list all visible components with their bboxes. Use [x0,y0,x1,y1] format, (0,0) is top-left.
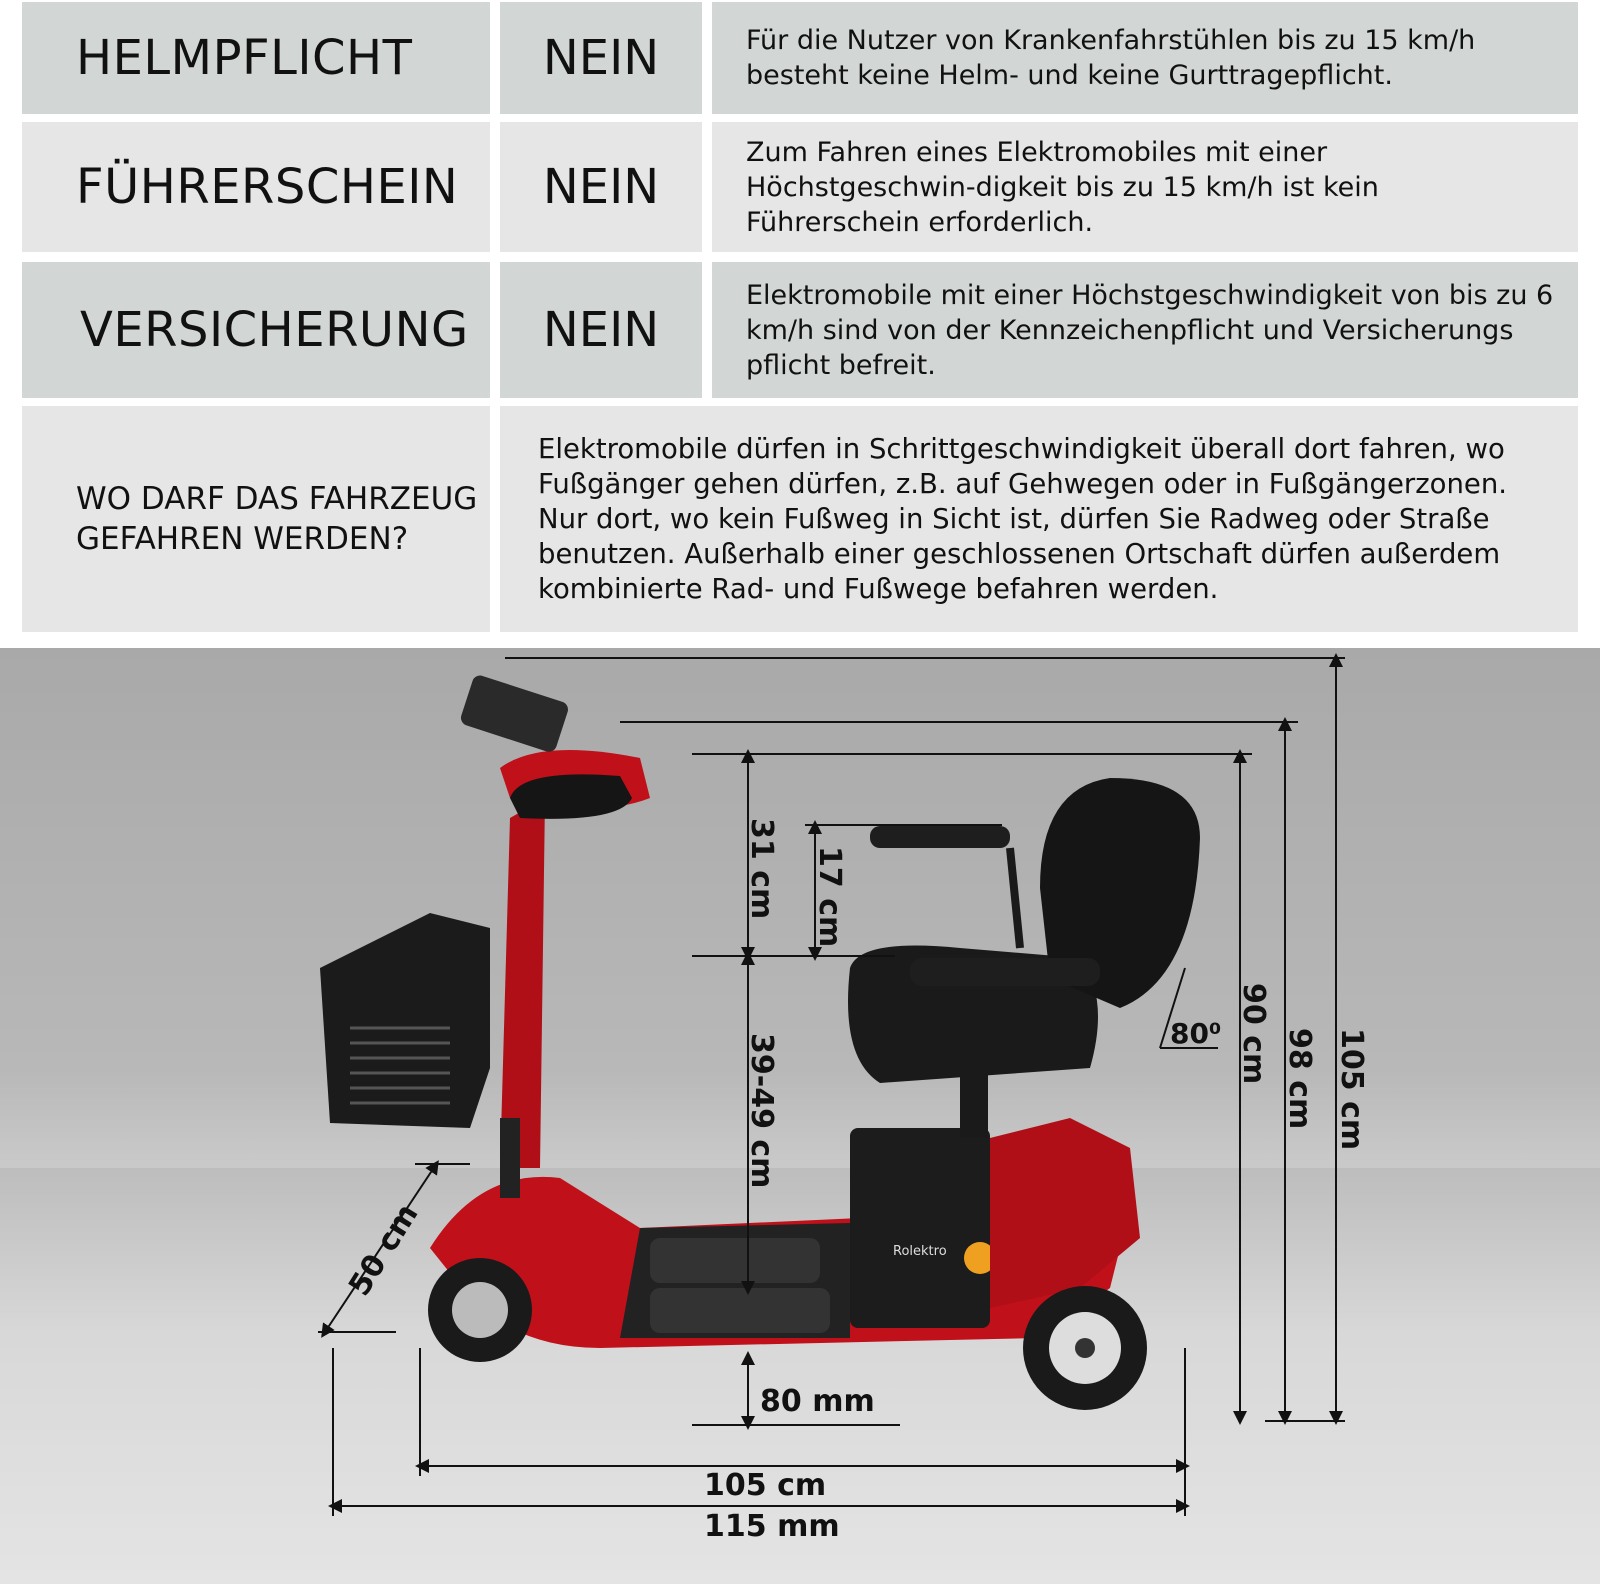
seat-height-label: 39-49 cm [744,1033,779,1189]
brand-label: Rolektro [893,1244,947,1259]
armrest-height-label: 17 cm [812,846,847,948]
wheelbase-length-label: 105 cm [704,1468,827,1503]
info-table [22,0,1578,632]
insurance-value: NEIN [500,262,702,398]
license-description: Zum Fahren eines Elektromobiles mit einer Höchstgeschwin-digkeit bis zu 15 km/h ist kein Führerschein erforderlich. [712,122,1578,252]
answer-line: Elektromobile dürfen in Schrittgeschwindigkeit überall dort fahren, wo [538,432,1505,465]
seat-top-height-label: 90 cm [1236,983,1271,1085]
insurance-label: VERSICHERUNG [22,262,490,398]
license-label: FÜHRERSCHEIN [22,122,490,252]
license-value: NEIN [500,122,702,252]
steering-column-label: 50 cm [342,1197,426,1303]
insurance-description: Elektromobile mit einer Höchstgeschwindigkeit von bis zu 6 km/h sind von der Kennzeichenpflicht und Versicherungs pflicht befreit. [712,262,1578,398]
scooter-diagram [0,648,1600,1584]
answer-line: Fußgänger gehen dürfen, z.B. auf Gehwegen oder in Fußgängerzonen. [538,467,1507,500]
backrest-height-label: 31 cm [744,818,779,920]
answer-line: benutzen. Außerhalb einer geschlossenen Ortschaft dürfen außerdem [538,537,1501,570]
total-height-label: 105 cm [1334,1028,1369,1151]
answer-line: Nur dort, wo kein Fußweg in Sicht ist, dürfen Sie Radweg oder Straße [538,502,1490,535]
where-question-line2: GEFAHREN WERDEN? [76,521,409,557]
scooter-photo [0,648,1600,1584]
answer-line: kombinierte Rad- und Fußwege befahren werden. [538,572,1219,605]
where-question [22,406,490,632]
armrest-top-height-label: 98 cm [1282,1028,1317,1130]
where-answer [500,406,1578,632]
ground-clearance-label: 80 mm [760,1384,875,1419]
helmet-label: HELMPFLICHT [22,2,490,114]
helmet-description: Für die Nutzer von Krankenfahrstühlen bis zu 15 km/h besteht keine Helm- und keine Gurttragepflicht. [712,2,1578,114]
helmet-value: NEIN [500,2,702,114]
seat-angle-label: 80⁰ [1170,1017,1222,1050]
total-length-label: 115 mm [704,1509,840,1544]
where-question-line1: WO DARF DAS FAHRZEUG [76,481,478,517]
